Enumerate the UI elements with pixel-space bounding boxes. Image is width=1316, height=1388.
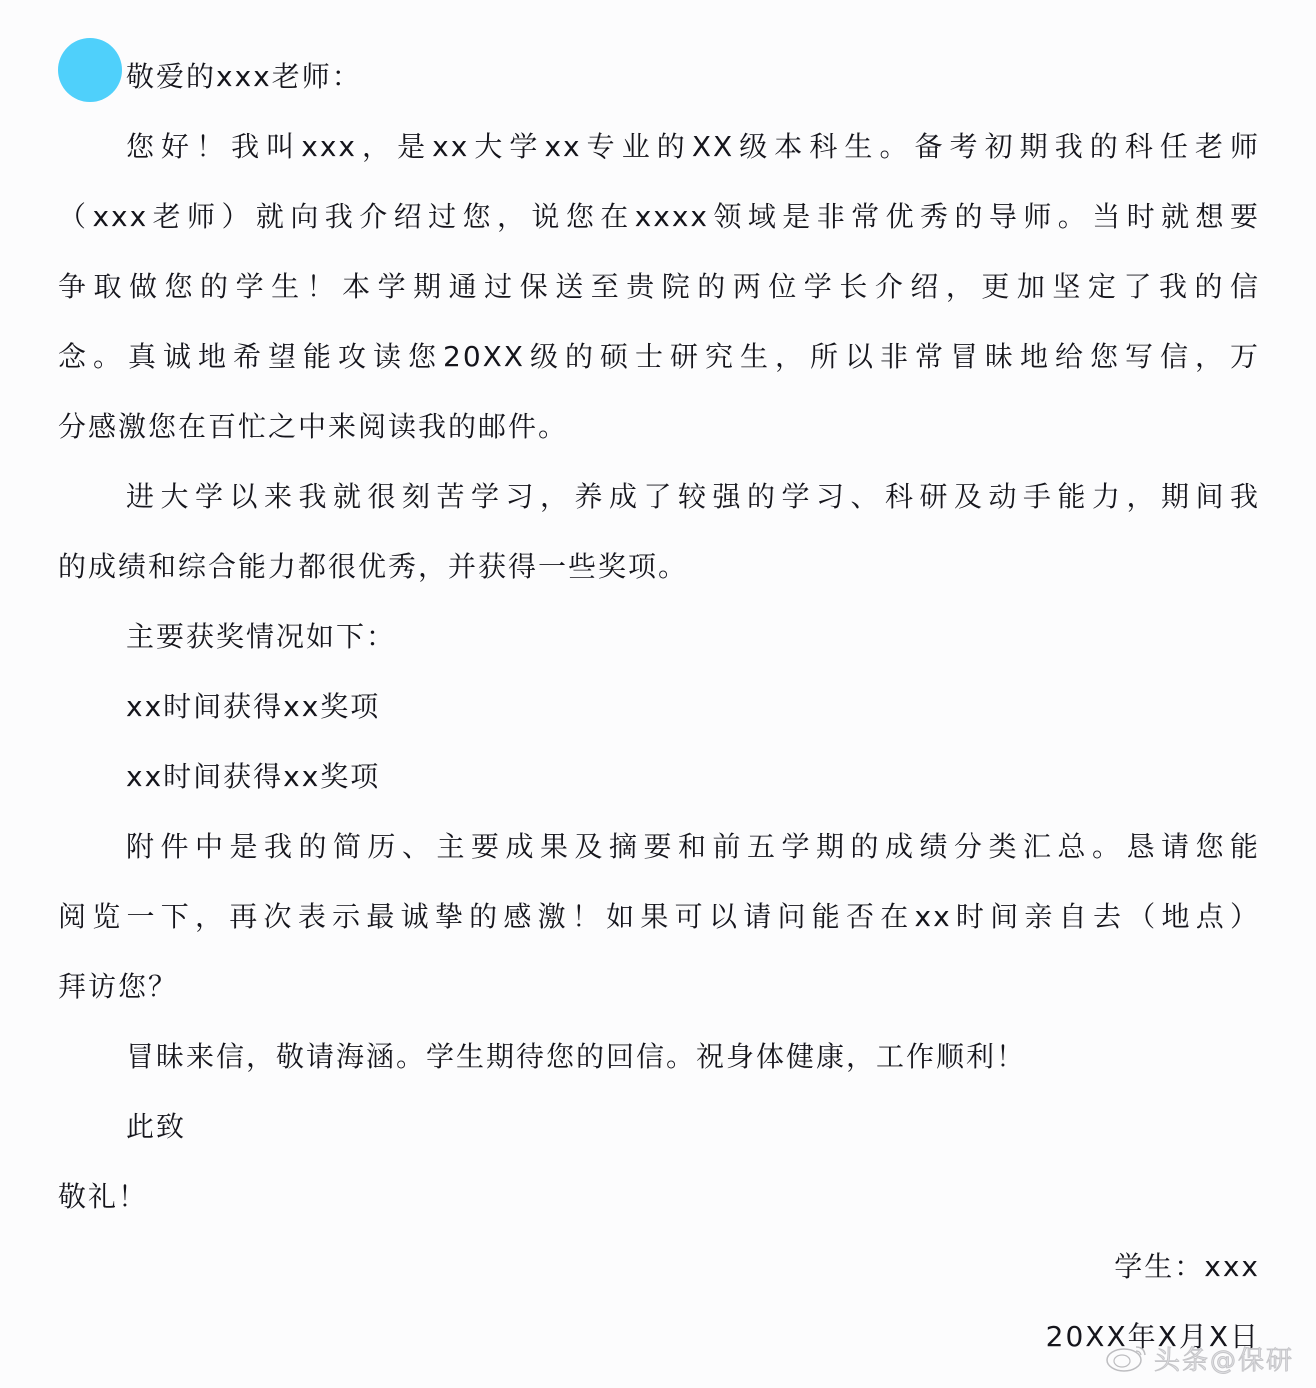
- paragraph-2-line-1: 进大学以来我就很刻苦学习，养成了较强的学习、科研及动手能力，期间我: [126, 480, 1260, 513]
- date: 20XX年X月X日: [1045, 1320, 1260, 1353]
- paragraph-1-line-5: 分感激您在百忙之中来阅读我的邮件。: [58, 410, 569, 443]
- paragraph-3-line-1: 附件中是我的简历、主要成果及摘要和前五学期的成绩分类汇总。恳请您能: [126, 830, 1260, 863]
- closing-cizhi: 此致: [126, 1110, 187, 1143]
- paragraph-1-line-2: （xxx老师）就向我介绍过您，说您在xxxx领域是非常优秀的导师。当时就想要: [58, 200, 1260, 233]
- closing-line: 冒昧来信，敬请海涵。学生期待您的回信。祝身体健康，工作顺利！: [126, 1040, 1027, 1073]
- awards-heading: 主要获奖情况如下：: [126, 620, 397, 653]
- paragraph-2-line-2: 的成绩和综合能力都很优秀，并获得一些奖项。: [58, 550, 689, 583]
- paragraph-1-line-1: 您好！我叫xxx，是xx大学xx专业的XX级本科生。备考初期我的科任老师: [126, 130, 1260, 163]
- watermark: [1104, 1338, 1294, 1378]
- paragraph-3-line-3: 拜访您？: [58, 970, 179, 1003]
- award-item: xx时间获得xx奖项: [126, 760, 381, 793]
- watermark-text: 头条@保研: [1154, 1345, 1295, 1376]
- avatar-dot-icon: [58, 38, 122, 102]
- closing-jingli: 敬礼！: [58, 1180, 149, 1213]
- salutation: 敬爱的xxx老师：: [126, 60, 362, 93]
- paragraph-1-line-3: 争取做您的学生！本学期通过保送至贵院的两位学长介绍，更加坚定了我的信: [58, 270, 1260, 303]
- award-item: xx时间获得xx奖项: [126, 690, 381, 723]
- signature: 学生：xxx: [1114, 1250, 1260, 1283]
- paragraph-3-line-2: 阅览一下，再次表示最诚挚的感激！如果可以请问能否在xx时间亲自去（地点）: [58, 900, 1260, 933]
- weibo-logo-icon: [1104, 1343, 1150, 1373]
- paragraph-1-line-4: 念。真诚地希望能攻读您20XX级的硕士研究生，所以非常冒昧地给您写信，万: [58, 340, 1260, 373]
